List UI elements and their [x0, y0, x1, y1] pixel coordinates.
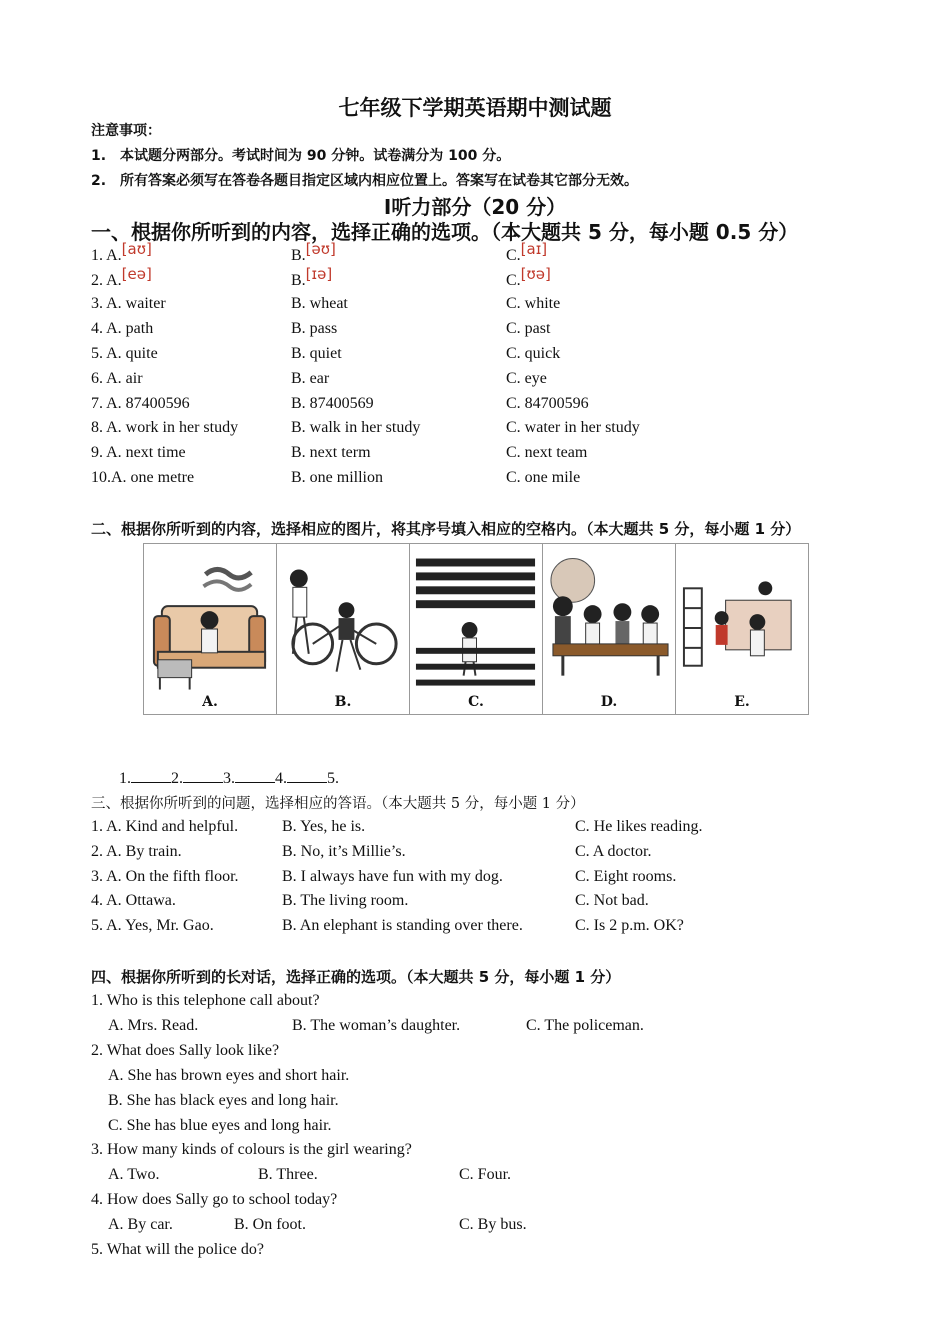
s1-q1-a[interactable] [91, 240, 152, 265]
s1-q4-b[interactable]: B. pass [291, 320, 338, 337]
blank-label: 2. [171, 770, 183, 787]
s1-q1-b[interactable] [291, 240, 336, 265]
s4-q2-a[interactable]: A. She has brown eyes and short hair. [108, 1067, 350, 1084]
option-label: 2. A. [91, 272, 122, 289]
s3-q2-a[interactable]: 2. A. By train. [91, 843, 182, 860]
s1-q4-a[interactable]: 4. A. path [91, 320, 154, 337]
option-label: B. [291, 272, 306, 289]
s1-q9-a[interactable]: 9. A. next time [91, 444, 186, 461]
s4-q2-stem: 2. What does Sally look like? [91, 1042, 280, 1059]
s3-q2-b[interactable]: B. No, it’s Millie’s. [282, 843, 406, 860]
s1-q5-b[interactable]: B. quiet [291, 345, 342, 362]
answer-blank[interactable] [131, 768, 171, 783]
s1-q7-b[interactable]: B. 87400569 [291, 395, 374, 412]
s1-q7-a[interactable]: 7. A. 87400596 [91, 395, 190, 412]
s1-q3-b[interactable]: B. wheat [291, 295, 348, 312]
bicycle-illustration [277, 544, 409, 714]
picture-a [144, 544, 277, 714]
picture-strip [143, 543, 809, 715]
s3-q4-b[interactable]: B. The living room. [282, 892, 409, 909]
s3-q3-c[interactable]: C. Eight rooms. [575, 868, 677, 885]
option-label: C. [506, 247, 521, 264]
s1-q3-a[interactable]: 3. A. waiter [91, 295, 166, 312]
s1-q10-c[interactable]: C. one mile [506, 469, 581, 486]
zebra-crossing-illustration [410, 544, 542, 714]
s4-q3-a[interactable]: A. Two. [108, 1166, 160, 1183]
section2-answer-blanks [119, 768, 339, 788]
s1-q1-c[interactable] [506, 240, 548, 265]
s1-q10-b[interactable]: B. one million [291, 469, 383, 486]
picture-label: C. [468, 694, 484, 710]
s3-q4-c[interactable]: C. Not bad. [575, 892, 649, 909]
s4-q1-c[interactable]: C. The policeman. [526, 1017, 644, 1034]
s4-q4-b[interactable]: B. On foot. [234, 1216, 306, 1233]
s3-q1-b[interactable]: B. Yes, he is. [282, 818, 366, 835]
s4-q3-stem: 3. How many kinds of colours is the girl wearing? [91, 1141, 412, 1158]
answer-blank[interactable] [287, 768, 327, 783]
s1-q3-c[interactable]: C. white [506, 295, 561, 312]
answer-blank[interactable] [183, 768, 223, 783]
s1-q7-c[interactable]: C. 84700596 [506, 395, 589, 412]
s4-q4-a[interactable]: A. By car. [108, 1216, 173, 1233]
s4-q4-c[interactable]: C. By bus. [459, 1216, 527, 1233]
s1-q10-a[interactable]: 10.A. one metre [91, 469, 195, 486]
s3-q2-c[interactable]: C. A doctor. [575, 843, 652, 860]
s1-q6-b[interactable]: B. ear [291, 370, 330, 387]
picture-label: D. [600, 694, 618, 710]
section1-title: 一、根据你所听到的内容，选择正确的选项。（本大题共 5 分，每小题 0.5 分） [91, 220, 799, 244]
page-title: 七年级下学期英语期中测试题 [338, 96, 612, 120]
s1-q6-a[interactable]: 6. A. air [91, 370, 143, 387]
section3-title: 三、根据你所听到的问题，选择相应的答语。（本大题共 5 分，每小题 1 分） [91, 796, 585, 812]
s1-q5-a[interactable]: 5. A. quite [91, 345, 158, 362]
notice-heading: 注意事项： [91, 123, 161, 139]
section4-title: 四、根据你所听到的长对话，选择正确的选项。（本大题共 5 分，每小题 1 分） [91, 968, 621, 986]
shelf-illustration [676, 544, 808, 714]
s1-q2-b[interactable] [291, 265, 333, 290]
s4-q1-a[interactable]: A. Mrs. Read. [108, 1017, 199, 1034]
ipa-symbol: [aɪ] [520, 240, 548, 258]
option-label: C. [506, 272, 521, 289]
s1-q4-c[interactable]: C. past [506, 320, 551, 337]
ipa-symbol: [aʊ] [121, 240, 152, 258]
s3-q3-a[interactable]: 3. A. On the fifth floor. [91, 868, 239, 885]
blank-label: 5. [327, 770, 339, 787]
s4-q2-c[interactable]: C. She has blue eyes and long hair. [108, 1117, 332, 1134]
blank-label: 3. [223, 770, 235, 787]
picnic-illustration [543, 544, 675, 714]
s3-q4-a[interactable]: 4. A. Ottawa. [91, 892, 176, 909]
blank-label: 4. [275, 770, 287, 787]
s1-q2-c[interactable] [506, 265, 551, 290]
part1-title: Ⅰ听力部分（20 分） [383, 195, 567, 219]
s1-q9-b[interactable]: B. next term [291, 444, 371, 461]
s1-q5-c[interactable]: C. quick [506, 345, 561, 362]
ipa-symbol: [eə] [121, 265, 152, 283]
s4-q4-stem: 4. How does Sally go to school today? [91, 1191, 338, 1208]
s4-q1-b[interactable]: B. The woman’s daughter. [292, 1017, 461, 1034]
ipa-symbol: [ʊə] [520, 265, 551, 283]
ipa-symbol: [ɪə] [305, 265, 333, 283]
picture-d [543, 544, 676, 714]
ipa-symbol: [əʊ] [305, 240, 336, 258]
s3-q5-a[interactable]: 5. A. Yes, Mr. Gao. [91, 917, 214, 934]
s4-q3-c[interactable]: C. Four. [459, 1166, 512, 1183]
blank-label: 1. [119, 770, 131, 787]
s4-q5-stem: 5. What will the police do? [91, 1241, 264, 1258]
s1-q8-a[interactable]: 8. A. work in her study [91, 419, 239, 436]
s3-q5-b[interactable]: B. An elephant is standing over there. [282, 917, 523, 934]
picture-b [277, 544, 410, 714]
s4-q1-stem: 1. Who is this telephone call about? [91, 992, 320, 1009]
picture-label: B. [334, 694, 352, 710]
picture-label: E. [734, 694, 750, 710]
s1-q6-c[interactable]: C. eye [506, 370, 547, 387]
option-label: 1. A. [91, 247, 122, 264]
s1-q9-c[interactable]: C. next team [506, 444, 588, 461]
s3-q3-b[interactable]: B. I always have fun with my dog. [282, 868, 503, 885]
notice-item-2: 2. 所有答案必须写在答卷各题目指定区域内相应位置上。答案写在试卷其它部分无效。 [91, 173, 639, 189]
s3-q1-a[interactable]: 1. A. Kind and helpful. [91, 818, 239, 835]
sofa-illustration [144, 544, 276, 714]
s1-q8-b[interactable]: B. walk in her study [291, 419, 421, 436]
picture-e [676, 544, 808, 714]
picture-c [410, 544, 543, 714]
s1-q2-a[interactable] [91, 265, 152, 290]
s3-q5-c[interactable]: C. Is 2 p.m. OK? [575, 917, 684, 934]
notice-item-1: 1. 本试题分两部分。考试时间为 90 分钟。试卷满分为 100 分。 [91, 148, 511, 164]
option-label: B. [291, 247, 306, 264]
answer-blank[interactable] [235, 768, 275, 783]
s3-q1-c[interactable]: C. He likes reading. [575, 818, 703, 835]
s1-q8-c[interactable]: C. water in her study [506, 419, 640, 436]
s4-q2-b[interactable]: B. She has black eyes and long hair. [108, 1092, 339, 1109]
s4-q3-b[interactable]: B. Three. [258, 1166, 318, 1183]
section2-title: 二、根据你所听到的内容，选择相应的图片，将其序号填入相应的空格内。（本大题共 5 分，每小题 1 分） [91, 520, 801, 538]
picture-label: A. [202, 694, 218, 710]
